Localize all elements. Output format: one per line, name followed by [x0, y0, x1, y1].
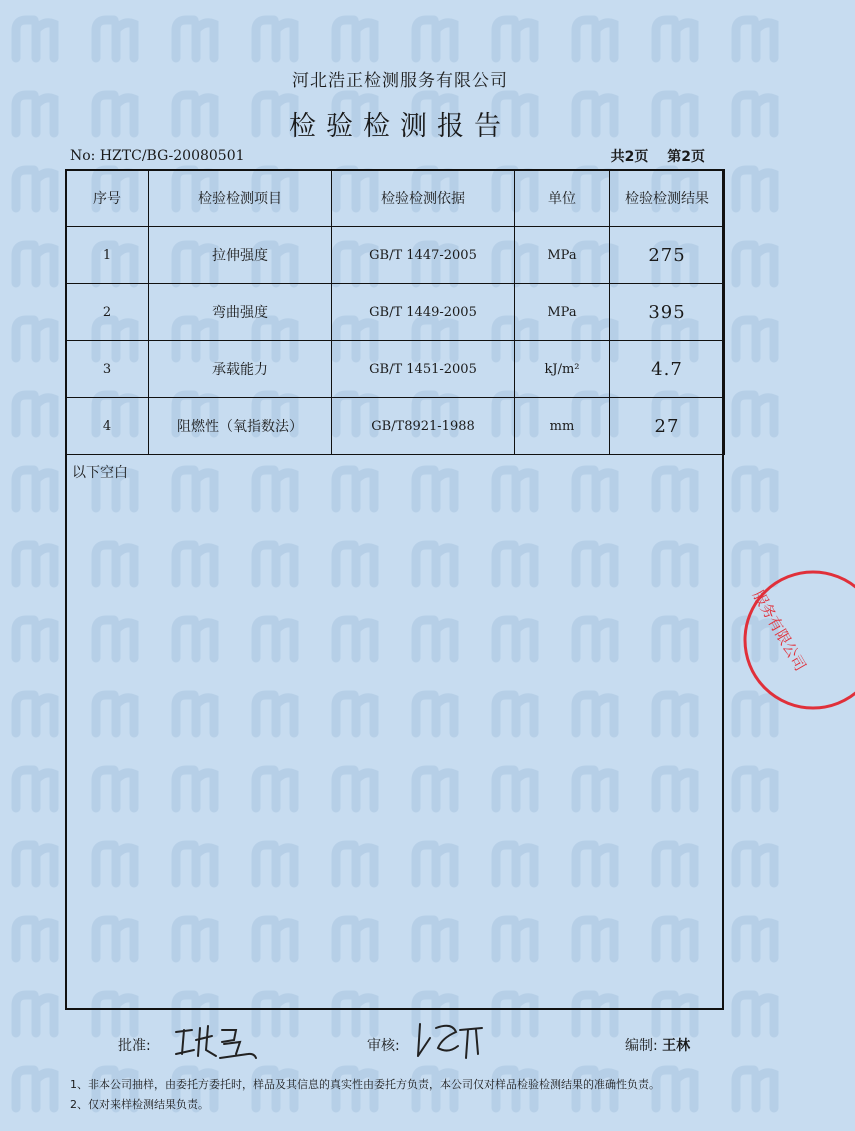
cell-no: 4 — [66, 398, 149, 455]
report-number: No: HZTC/BG-20080501 — [70, 148, 245, 164]
cell-no: 2 — [66, 284, 149, 341]
cell-standard: GB/T 1451-2005 — [332, 341, 515, 398]
report-title: 检验检测报告 — [289, 111, 511, 142]
cell-standard: GB/T8921-1988 — [332, 398, 515, 455]
cell-result: 4.7 — [610, 341, 725, 398]
compile-label — [625, 1035, 690, 1055]
page-info — [597, 146, 705, 166]
header-result: 检验检测结果 — [610, 170, 725, 227]
cell-result: 27 — [610, 398, 725, 455]
cell-item: 弯曲强度 — [149, 284, 332, 341]
approve-signature — [170, 1020, 260, 1065]
cell-standard: GB/T 1449-2005 — [332, 284, 515, 341]
cell-item: 阻燃性（氧指数法） — [149, 398, 332, 455]
current-page: 第2页 — [667, 149, 705, 165]
cell-standard: GB/T 1447-2005 — [332, 227, 515, 284]
total-pages: 共2页 — [610, 149, 649, 165]
footnote-2: 2、仅对来样检测结果负责。 — [70, 1098, 209, 1111]
table-row — [66, 341, 725, 398]
review-signature — [412, 1018, 492, 1063]
compile-label-text: 编制: — [625, 1038, 658, 1054]
cell-unit: kJ/m² — [515, 341, 610, 398]
footnote-1: 1、非本公司抽样，由委托方委托时，样品及其信息的真实性由委托方负责，本公司仅对样品检验检测结果的准确性负责。 — [70, 1078, 660, 1091]
results-table — [65, 169, 725, 455]
header-item: 检验检测项目 — [149, 170, 332, 227]
blank-note: 以下空白 — [72, 465, 128, 481]
footnotes — [70, 1075, 660, 1115]
table-row — [66, 227, 725, 284]
cell-result: 275 — [610, 227, 725, 284]
cell-item: 拉伸强度 — [149, 227, 332, 284]
cell-unit: mm — [515, 398, 610, 455]
table-header-row — [66, 170, 725, 227]
cell-unit: MPa — [515, 227, 610, 284]
company-name: 河北浩正检测服务有限公司 — [292, 71, 508, 91]
header-unit: 单位 — [515, 170, 610, 227]
header-no: 序号 — [66, 170, 149, 227]
approve-label: 批准: — [118, 1038, 151, 1054]
table-row — [66, 284, 725, 341]
cell-result: 395 — [610, 284, 725, 341]
company-seal — [735, 565, 855, 715]
review-label: 审核: — [367, 1038, 400, 1054]
svg-text:服务有限公司: 服务有限公司 — [748, 587, 810, 675]
table-row — [66, 398, 725, 455]
cell-item: 承载能力 — [149, 341, 332, 398]
compile-name: 王林 — [662, 1038, 691, 1054]
cell-no: 1 — [66, 227, 149, 284]
cell-no: 3 — [66, 341, 149, 398]
cell-unit: MPa — [515, 284, 610, 341]
header-standard: 检验检测依据 — [332, 170, 515, 227]
